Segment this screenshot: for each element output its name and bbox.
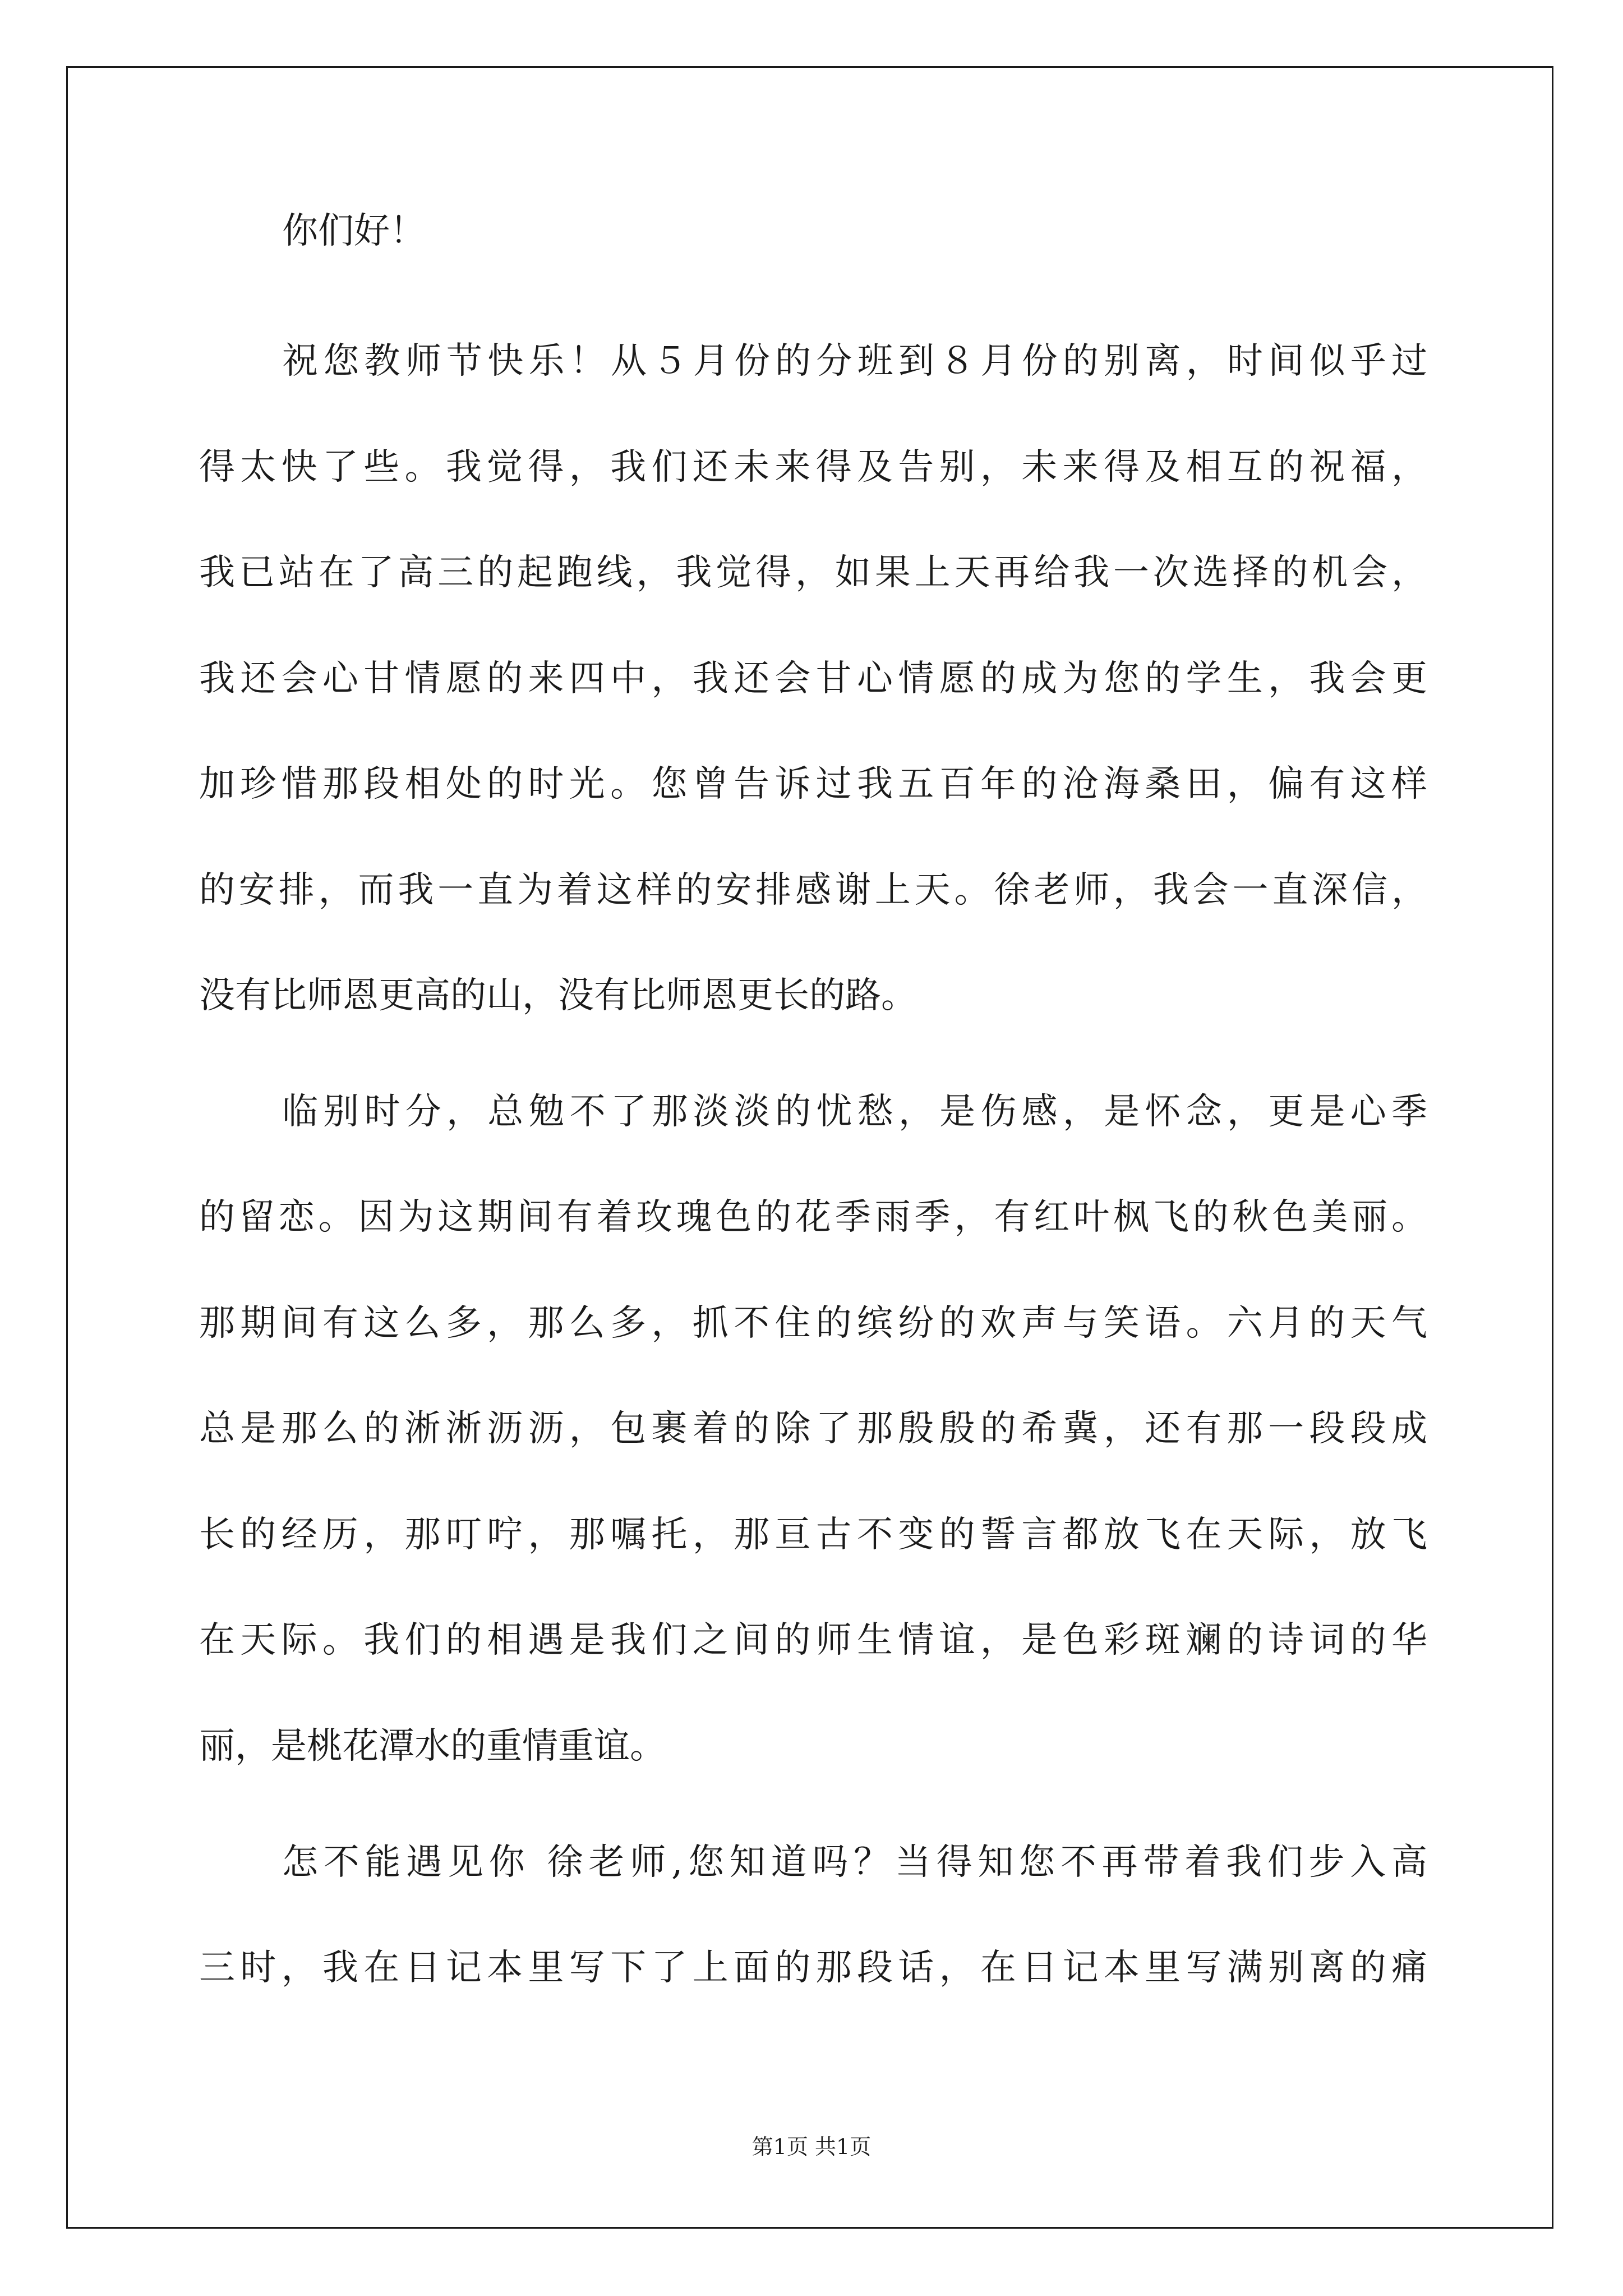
paragraph-line: 祝您教师节快乐！从５月份的分班到８月份的别离，时间似乎过 <box>282 341 1427 382</box>
page-border <box>66 66 1553 2229</box>
paragraph-line: 长的经历，那叮咛，那嘱托，那亘古不变的誓言都放飞在天际，放飞 <box>199 1514 1427 1556</box>
paragraph-line: 怎不能遇见你 徐老师,您知道吗？当得知您不再带着我们步入高 <box>282 1842 1427 1883</box>
paragraph-line: 三时，我在日记本里写下了上面的那段话，在日记本里写满别离的痛 <box>199 1947 1427 1989</box>
paragraph-line: 的留恋。因为这期间有着玫瑰色的花季雨季，有红叶枫飞的秋色美丽。 <box>199 1197 1427 1238</box>
paragraph-line: 的安排，而我一直为着这样的安排感谢上天。徐老师，我会一直深信， <box>199 869 1427 911</box>
paragraph-line: 我已站在了高三的起跑线，我觉得，如果上天再给我一次选择的机会， <box>199 552 1427 593</box>
paragraph-line: 没有比师恩更高的山，没有比师恩更长的路。 <box>199 975 917 1016</box>
paragraph-line: 那期间有这么多，那么多，抓不住的缤纷的欢声与笑语。六月的天气 <box>199 1303 1427 1344</box>
paragraph-line: 总是那么的淅淅沥沥，包裹着的除了那殷殷的希冀，还有那一段段成 <box>199 1408 1427 1450</box>
paragraph-line: 在天际。我们的相遇是我们之间的师生情谊，是色彩斑斓的诗词的华 <box>199 1619 1427 1661</box>
greeting-line: 你们好！ <box>282 210 426 252</box>
page-footer: 第1页 共1页 <box>751 2134 872 2159</box>
paragraph-line: 临别时分，总勉不了那淡淡的忧愁，是伤感，是怀念，更是心季 <box>282 1091 1427 1133</box>
paragraph-line: 加珍惜那段相处的时光。您曾告诉过我五百年的沧海桑田，偏有这样 <box>199 763 1427 805</box>
paragraph-line: 丽，是桃花潭水的重情重谊。 <box>199 1726 666 1767</box>
paragraph-line: 得太快了些。我觉得，我们还未来得及告别，未来得及相互的祝福， <box>199 447 1427 488</box>
paragraph-line: 我还会心甘情愿的来四中，我还会甘心情愿的成为您的学生，我会更 <box>199 658 1427 700</box>
